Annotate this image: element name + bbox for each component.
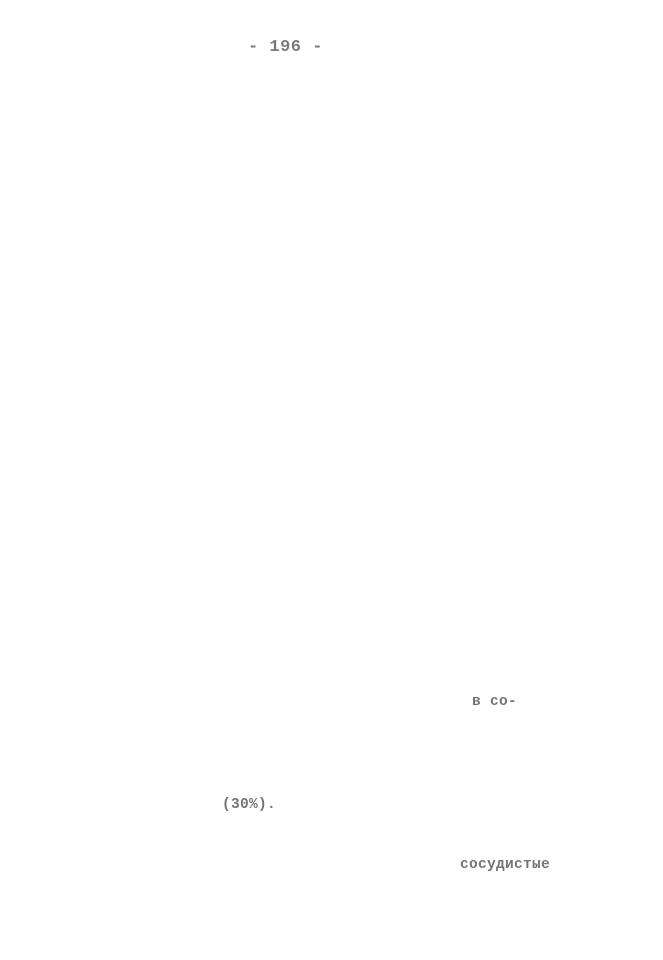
text-fragment: (30%). xyxy=(222,797,277,813)
page-number: - 196 - xyxy=(248,38,323,57)
text-fragment: в со- xyxy=(472,694,518,710)
text-fragment: сосудистые xyxy=(460,857,551,873)
